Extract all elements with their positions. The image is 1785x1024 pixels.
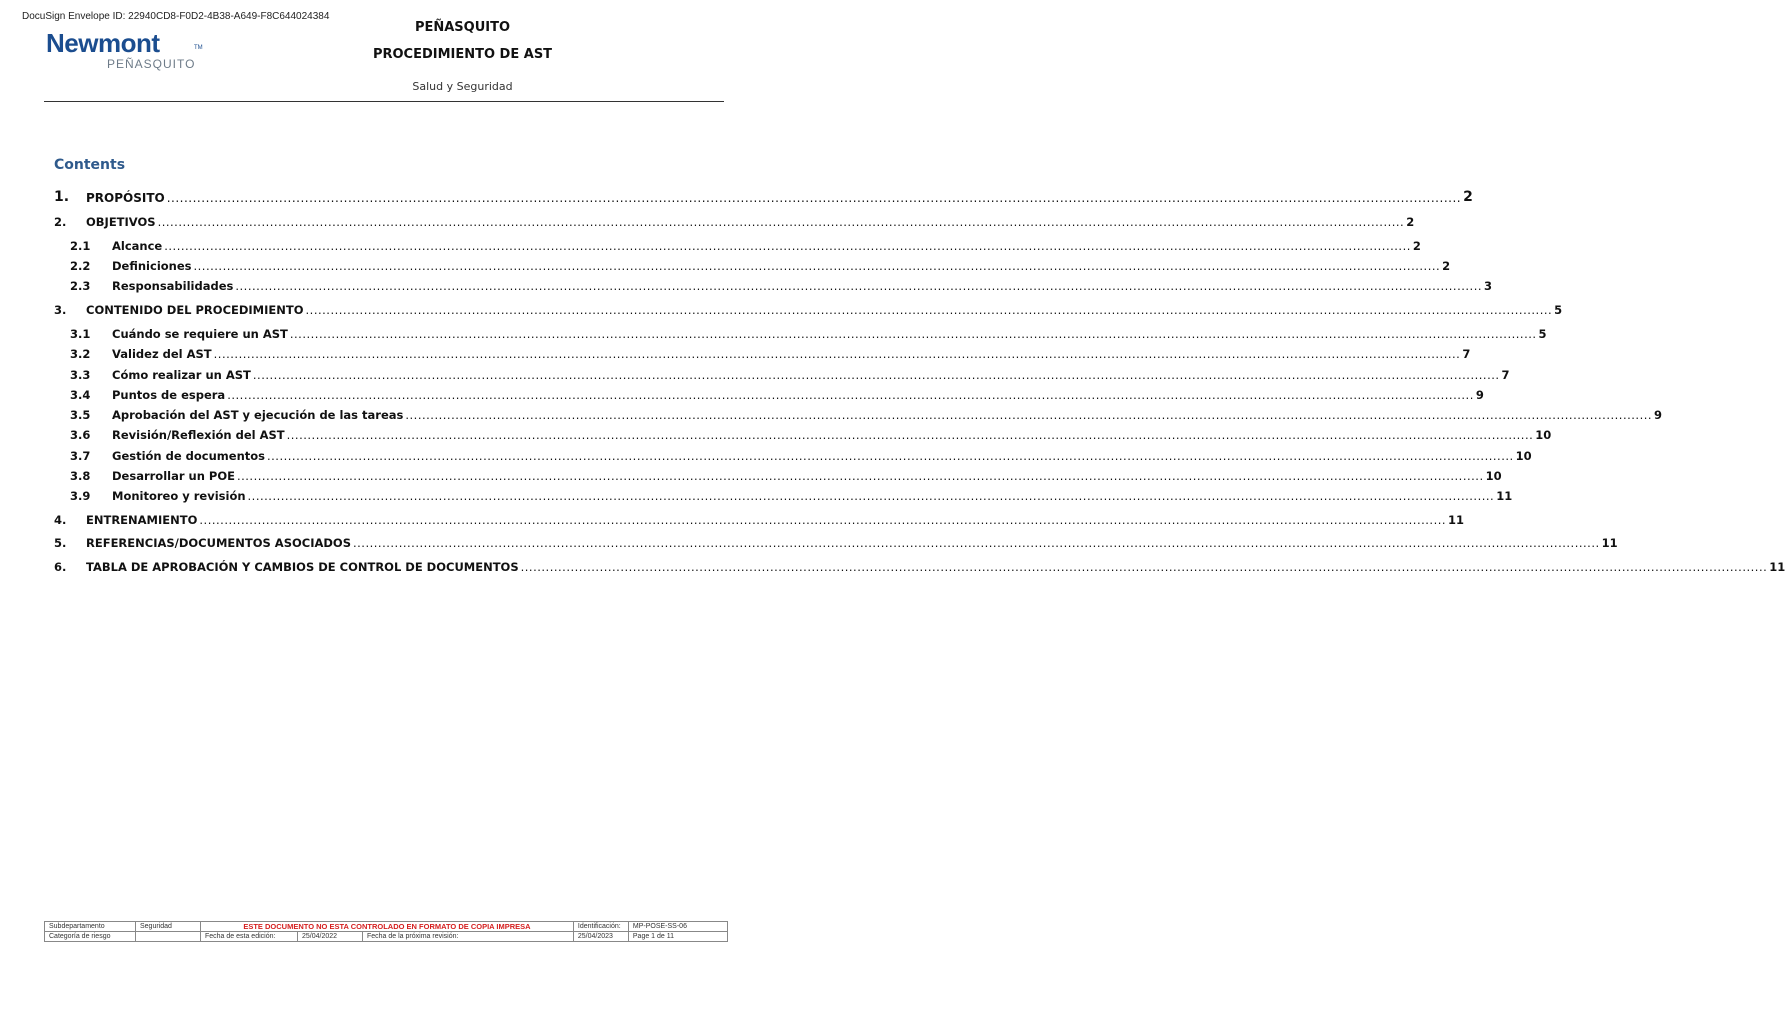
- toc-entry[interactable]: [54, 384, 1484, 402]
- toc-entry[interactable]: [54, 404, 1663, 422]
- toc-entry-number: 3.: [54, 303, 67, 317]
- footer-id-label: Identificación:: [573, 922, 628, 932]
- toc-entry[interactable]: [54, 187, 1473, 205]
- toc-entry-number: 3.3: [70, 368, 91, 382]
- toc-dot-leader: ............................................................................................................................................................................................................................................................................................................: [199, 513, 1447, 527]
- toc-entry-number: 6.: [54, 560, 67, 574]
- toc-entry-number: 5.: [54, 536, 67, 550]
- toc-entry[interactable]: [54, 343, 1471, 361]
- toc-dot-leader: ............................................................................................................................................................................................................................................................................................................: [236, 469, 1484, 483]
- footer-risk-label: Categoría de riesgo: [45, 932, 136, 942]
- footer-edition-date: 25/04/2022: [298, 932, 363, 942]
- toc-entry-number: 3.7: [70, 449, 91, 463]
- toc-entry[interactable]: [54, 275, 1493, 293]
- footer-subdept-value: Seguridad: [136, 922, 201, 932]
- toc-entry-number: 2.1: [70, 239, 91, 253]
- toc-dot-leader: ............................................................................................................................................................................................................................................................................................................: [289, 327, 1537, 341]
- docusign-envelope-id: DocuSign Envelope ID: 22940CD8-F0D2-4B38-A649-F8C644024384: [22, 11, 330, 22]
- toc-entry-title: ENTRENAMIENTO: [86, 513, 198, 527]
- toc-entry-page: 11: [1448, 513, 1465, 527]
- toc-entry-number: 2.2: [70, 259, 91, 273]
- toc-entry-number: 3.2: [70, 347, 91, 361]
- toc-entry-number: 1.: [54, 189, 70, 205]
- toc-entry-title: Responsabilidades: [112, 279, 234, 293]
- toc-entry-title: REFERENCIAS/DOCUMENTOS ASOCIADOS: [86, 536, 351, 550]
- toc-dot-leader: ............................................................................................................................................................................................................................................................................................................: [405, 408, 1653, 422]
- toc-dot-leader: ............................................................................................................................................................................................................................................................................................................: [286, 428, 1534, 442]
- toc-entry-title: Cómo realizar un AST: [112, 368, 251, 382]
- toc-entry-page: 2: [1463, 189, 1473, 205]
- toc-entry-title: CONTENIDO DEL PROCEDIMIENTO: [86, 303, 304, 317]
- toc-entry-page: 5: [1554, 303, 1563, 317]
- toc-entry[interactable]: [54, 364, 1510, 382]
- toc-dot-leader: ............................................................................................................................................................................................................................................................................................................: [252, 368, 1500, 382]
- toc-heading: Contents: [54, 157, 126, 173]
- toc-entry-title: OBJETIVOS: [86, 215, 156, 229]
- toc-entry-title: TABLA DE APROBACIÓN Y CAMBIOS DE CONTROL DE DOCUMENTOS: [86, 560, 519, 574]
- toc-entry[interactable]: [54, 465, 1502, 483]
- toc-entry-page: 11: [1496, 489, 1513, 503]
- toc-entry-page: 10: [1485, 469, 1502, 483]
- toc-entry[interactable]: [54, 255, 1451, 273]
- toc-entry-page: 9: [1475, 388, 1484, 402]
- toc-entry-title: Alcance: [112, 239, 163, 253]
- toc-entry[interactable]: [54, 235, 1421, 253]
- toc-entry-number: 2.: [54, 215, 67, 229]
- footer-subdept-label: Subdepartamento: [45, 922, 136, 932]
- toc-entry-page: 10: [1535, 428, 1552, 442]
- toc-entry[interactable]: [54, 445, 1532, 463]
- toc-entry[interactable]: [54, 424, 1552, 442]
- toc-entry-page: 9: [1654, 408, 1663, 422]
- toc-dot-leader: ............................................................................................................................................................................................................................................................................................................: [305, 303, 1553, 317]
- footer-next-review-label: Fecha de la próxima revisión:: [363, 932, 574, 942]
- footer-next-review-date: 25/04/2023: [573, 932, 628, 942]
- footer-edition-label: Fecha de esta edición:: [201, 932, 298, 942]
- toc-entry-page: 2: [1406, 215, 1415, 229]
- toc-entry-title: Desarrollar un POE: [112, 469, 235, 483]
- header-site: PEÑASQUITO: [414, 20, 511, 35]
- toc-entry-title: Cuándo se requiere un AST: [112, 327, 288, 341]
- toc-entry[interactable]: [54, 509, 1465, 527]
- toc-entry-page: 2: [1412, 239, 1421, 253]
- toc-dot-leader: ............................................................................................................................................................................................................................................................................................................: [352, 536, 1600, 550]
- toc-dot-leader: ............................................................................................................................................................................................................................................................................................................: [157, 215, 1405, 229]
- footer-row-2: [45, 932, 728, 942]
- toc-dot-leader: ............................................................................................................................................................................................................................................................................................................: [227, 388, 1474, 402]
- footer-page-number: Page 1 de 11: [628, 932, 727, 942]
- toc-dot-leader: ............................................................................................................................................................................................................................................................................................................: [247, 489, 1495, 503]
- toc-entry[interactable]: [54, 532, 1618, 550]
- toc-entry-title: Validez del AST: [112, 347, 212, 361]
- toc-entry-number: 3.4: [70, 388, 91, 402]
- header-title: PROCEDIMIENTO DE AST: [372, 47, 553, 62]
- toc-entry-number: 3.5: [70, 408, 91, 422]
- toc-entry-page: 7: [1462, 347, 1471, 361]
- toc-entry-title: PROPÓSITO: [86, 191, 165, 205]
- toc-entry[interactable]: [54, 299, 1563, 317]
- logo-wordmark: Newmont: [46, 28, 160, 58]
- footer-uncontrolled-warning: ESTE DOCUMENTO NO ESTA CONTROLADO EN FORMATO DE COPIA IMPRESA: [201, 922, 574, 932]
- header-department: Salud y Seguridad: [412, 80, 513, 93]
- toc-dot-leader: ............................................................................................................................................................................................................................................................................................................: [235, 279, 1483, 293]
- toc-entry-title: Revisión/Reflexión del AST: [112, 428, 285, 442]
- footer-id-value: MP-POSE-SS-06: [628, 922, 727, 932]
- toc-dot-leader: ............................................................................................................................................................................................................................................................................................................: [520, 560, 1768, 574]
- toc-entry-title: Puntos de espera: [112, 388, 226, 402]
- toc-dot-leader: ............................................................................................................................................................................................................................................................................................................: [213, 347, 1461, 361]
- toc-entry-title: Gestión de documentos: [112, 449, 265, 463]
- toc-entry-page: 5: [1538, 327, 1547, 341]
- toc-dot-leader: ............................................................................................................................................................................................................................................................................................................: [193, 259, 1441, 273]
- toc-dot-leader: ............................................................................................................................................................................................................................................................................................................: [267, 449, 1514, 463]
- toc-entry-page: 10: [1515, 449, 1532, 463]
- toc-entry-number: 3.8: [70, 469, 91, 483]
- toc-entry-page: 11: [1601, 536, 1618, 550]
- document-footer-table: [44, 921, 728, 942]
- toc-entry-page: 11: [1769, 560, 1785, 574]
- footer-row-1: [45, 922, 728, 932]
- toc-entry-title: Definiciones: [112, 259, 192, 273]
- toc-entry-page: 3: [1484, 279, 1493, 293]
- logo-trademark: TM: [194, 45, 203, 51]
- logo-subtitle: PEÑASQUITO: [107, 57, 196, 71]
- footer-risk-value: [136, 932, 201, 942]
- toc-entry-number: 3.1: [70, 327, 91, 341]
- toc-entry-title: Monitoreo y revisión: [112, 489, 246, 503]
- toc-entry-number: 3.9: [70, 489, 91, 503]
- toc-entry[interactable]: [54, 556, 1785, 574]
- toc-entry[interactable]: [54, 211, 1415, 229]
- toc-entry-title: Aprobación del AST y ejecución de las tareas: [112, 408, 404, 422]
- toc-entry-number: 4.: [54, 513, 67, 527]
- toc-entry[interactable]: [54, 323, 1547, 341]
- toc-entry-page: 2: [1442, 259, 1451, 273]
- toc-dot-leader: ............................................................................................................................................................................................................................................................................................................: [164, 239, 1411, 253]
- toc-entry-page: 7: [1501, 368, 1510, 382]
- toc-dot-leader: ............................................................................................................................................................................................................................................................................................................: [166, 191, 1462, 205]
- toc-entry-number: 2.3: [70, 279, 91, 293]
- toc-entry-number: 3.6: [70, 428, 91, 442]
- toc-entry[interactable]: [54, 485, 1513, 503]
